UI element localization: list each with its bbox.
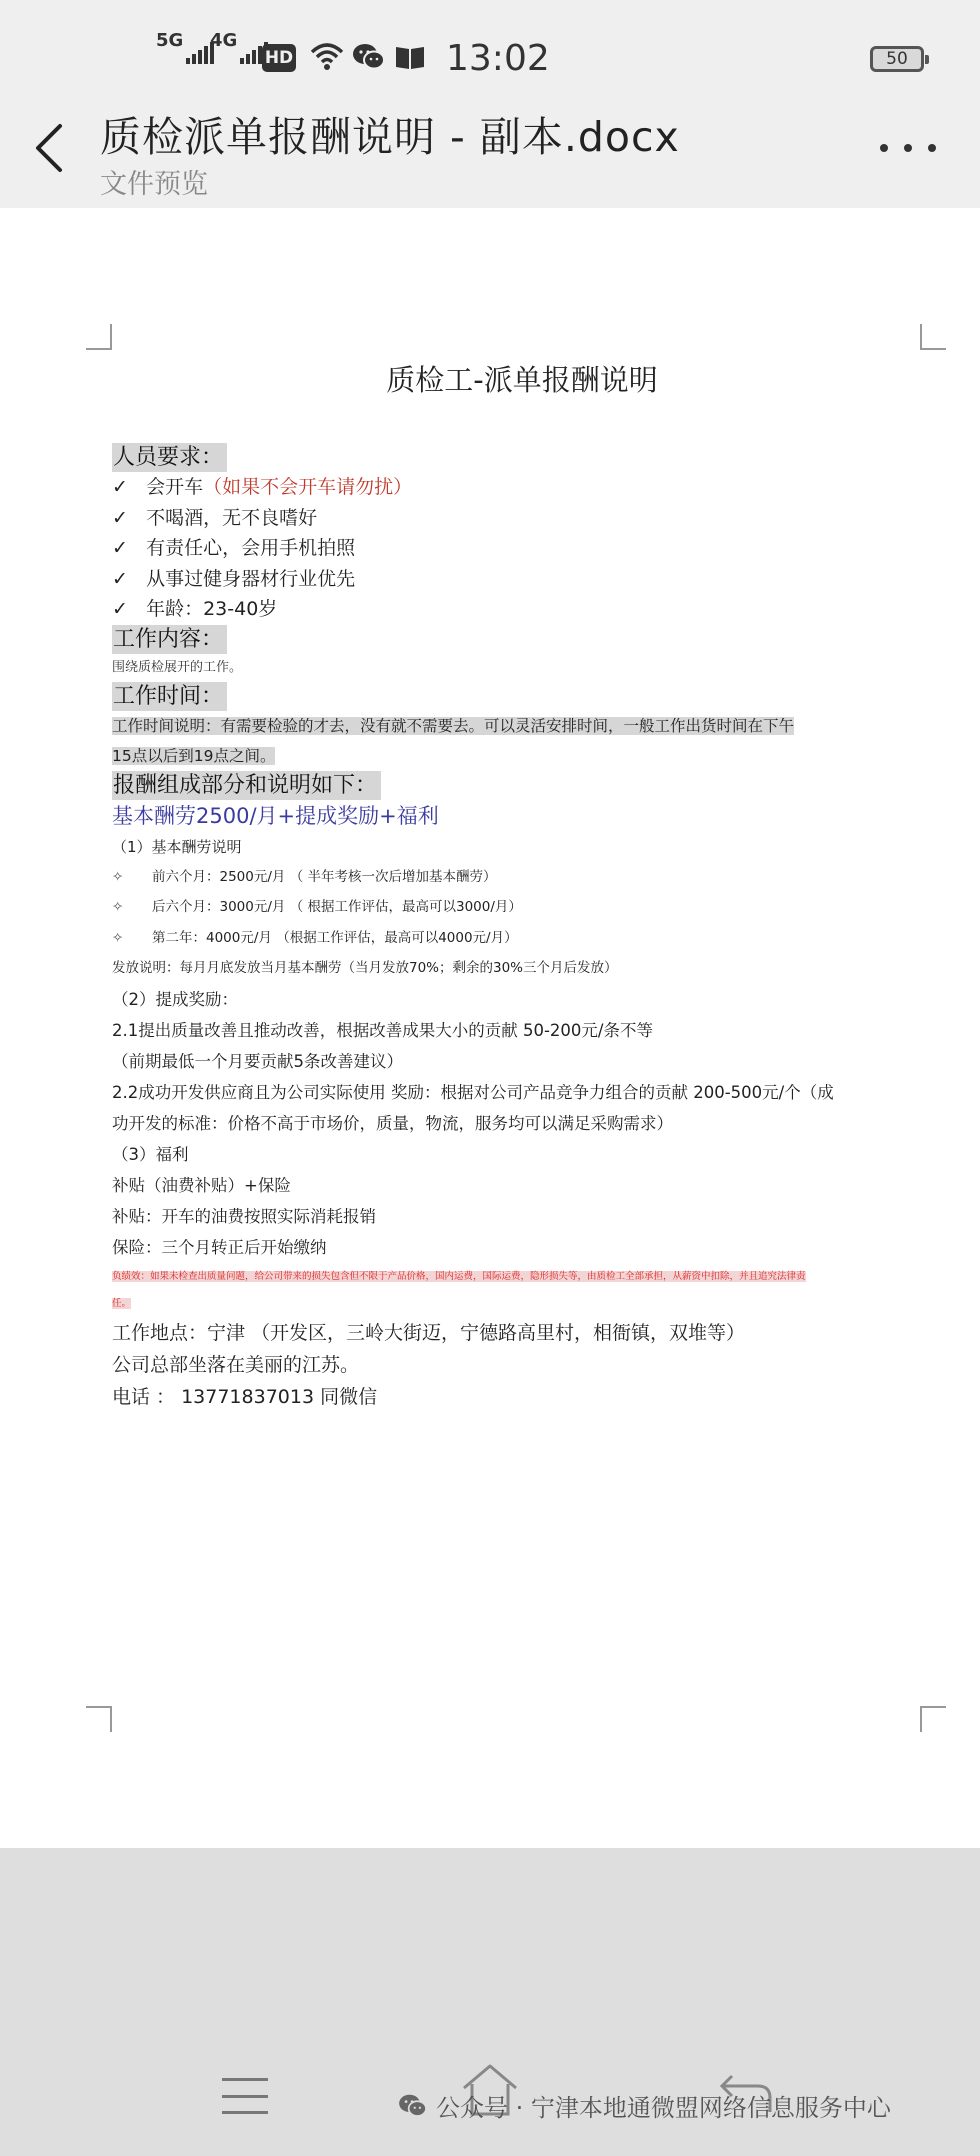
sim1-network-label: 5G (156, 30, 184, 51)
more-icon (880, 144, 888, 152)
top-bar (0, 0, 980, 208)
bonus-item-cont: 功开发的标准：价格不高于市场价，质量，物流，服务均可以满足采购需求） (112, 1113, 673, 1133)
diamond-bullet-icon: ✧ (112, 868, 124, 885)
document-page[interactable] (0, 208, 980, 1848)
check-icon: ✓ (112, 598, 128, 620)
contact-phone: 电话 ： 13771837013 同微信 (112, 1385, 378, 1408)
diamond-bullet-icon: ✧ (112, 929, 124, 946)
back-arrow-icon (30, 120, 70, 176)
more-button[interactable] (880, 138, 936, 158)
requirement-item: ✓ 年龄：23-40岁 (112, 594, 932, 625)
bonus-note: （前期最低一个月要贡献5条改善建议） (112, 1051, 403, 1071)
book-icon (394, 44, 426, 70)
document-subtitle: 文件预览 (100, 169, 208, 200)
bonus-heading: （2）提成奖励： (112, 989, 238, 1009)
work-content-heading: 工作内容： (112, 625, 227, 654)
bottom-navigation (0, 1848, 980, 2156)
page-corner-mark (920, 1706, 946, 1732)
hd-voice-icon: HD (262, 44, 296, 72)
battery-icon: 50 (870, 46, 924, 72)
work-location: 工作地点：宁津 （开发区，三岭大街迈，宁德路高里村，相衙镇，双堆等） (112, 1321, 746, 1344)
requirement-item: ✓ 不喝酒，无不良嗜好 (112, 503, 932, 534)
page-corner-mark (920, 324, 946, 350)
bonus-item: 2.2成功开发供应商且为公司实际使用 奖励：根据对公司产品竞争力组合的贡献 200-500元/个（成 (112, 1082, 834, 1102)
check-icon: ✓ (112, 476, 128, 498)
welfare-item: 补贴（油费补贴）+保险 (112, 1175, 291, 1195)
status-bar (0, 30, 980, 90)
requirement-item: ✓ 会开车（如果不会开车请勿扰） (112, 472, 932, 503)
requirements-heading: 人员要求： (112, 443, 227, 472)
wechat-icon (398, 2093, 428, 2119)
work-time-heading: 工作时间： (112, 682, 227, 711)
diamond-bullet-icon: ✧ (112, 899, 124, 915)
wechat-icon (352, 42, 386, 72)
menu-button[interactable] (222, 2078, 268, 2114)
welfare-item: 保险：三个月转正后开始缴纳 (112, 1237, 327, 1257)
sim1-signal (156, 30, 214, 64)
basic-pay-item: ✧ 后六个月：3000元/月 （ 根据工作评估，最高可以3000/月） (112, 892, 932, 923)
wifi-icon (310, 42, 344, 72)
requirement-item: ✓ 有责任心，会用手机拍照 (112, 533, 932, 564)
document-content (112, 358, 932, 1413)
page-corner-mark (86, 1706, 112, 1732)
clock: 13:02 (446, 38, 550, 79)
watermark (398, 2088, 891, 2123)
menu-icon (222, 2078, 268, 2081)
page-corner-mark (86, 324, 112, 350)
document-title: 质检派单报酬说明 - 副本.docx (100, 113, 680, 161)
work-content-text: 围绕质检展开的工作。 (112, 659, 243, 675)
company-hq: 公司总部坐落在美丽的江苏。 (112, 1353, 360, 1376)
watermark-text: 公众号 · 宁津本地通微盟网络信息服务中心 (436, 2094, 891, 2122)
penalty-note: 负绩效：如果未检查出质量问题，给公司带来的损失包含但不限于产品价格，国内运费，国际运费，隐形损失等，由质检工全部承担，从薪资中扣除，并且追究法律责 任。 (112, 1270, 806, 1309)
basic-pay-heading: （1）基本酬劳说明 (112, 837, 242, 856)
check-icon: ✓ (112, 567, 128, 590)
sim2-network-label: 4G (210, 30, 238, 51)
welfare-heading: （3）福利 (112, 1144, 189, 1164)
back-button[interactable] (30, 120, 70, 176)
doc-heading: 质检工-派单报酬说明 (386, 363, 658, 397)
basic-pay-item: ✧ 第二年：4000元/月 （根据工作评估，最高可以4000元/月） (112, 923, 932, 954)
check-icon: ✓ (112, 506, 128, 529)
requirement-item: ✓ 从事过健身器材行业优先 (112, 564, 932, 595)
basic-pay-item: ✧ 前六个月：2500元/月 （ 半年考核一次后增加基本酬劳） (112, 862, 932, 893)
pay-summary: 基本酬劳2500/月+提成奖励+福利 (112, 803, 439, 828)
sim2-signal (210, 30, 268, 64)
bonus-item: 2.1提出质量改善且推动改善，根据改善成果大小的贡献 50-200元/条不等 (112, 1020, 653, 1040)
pay-heading: 报酬组成部分和说明如下： (112, 771, 381, 800)
welfare-item: 补贴：开车的油费按照实际消耗报销 (112, 1206, 376, 1226)
payout-note: 发放说明：每月月底发放当月基本酬劳（当月发放70%；剩余的30%三个月后发放） (112, 960, 618, 976)
work-time-text: 工作时间说明：有需要检验的才去，没有就不需要去。可以灵活安排时间，一般工作出货时间在下午 15点以后到19点之间。 (112, 716, 795, 765)
check-icon: ✓ (112, 537, 128, 559)
